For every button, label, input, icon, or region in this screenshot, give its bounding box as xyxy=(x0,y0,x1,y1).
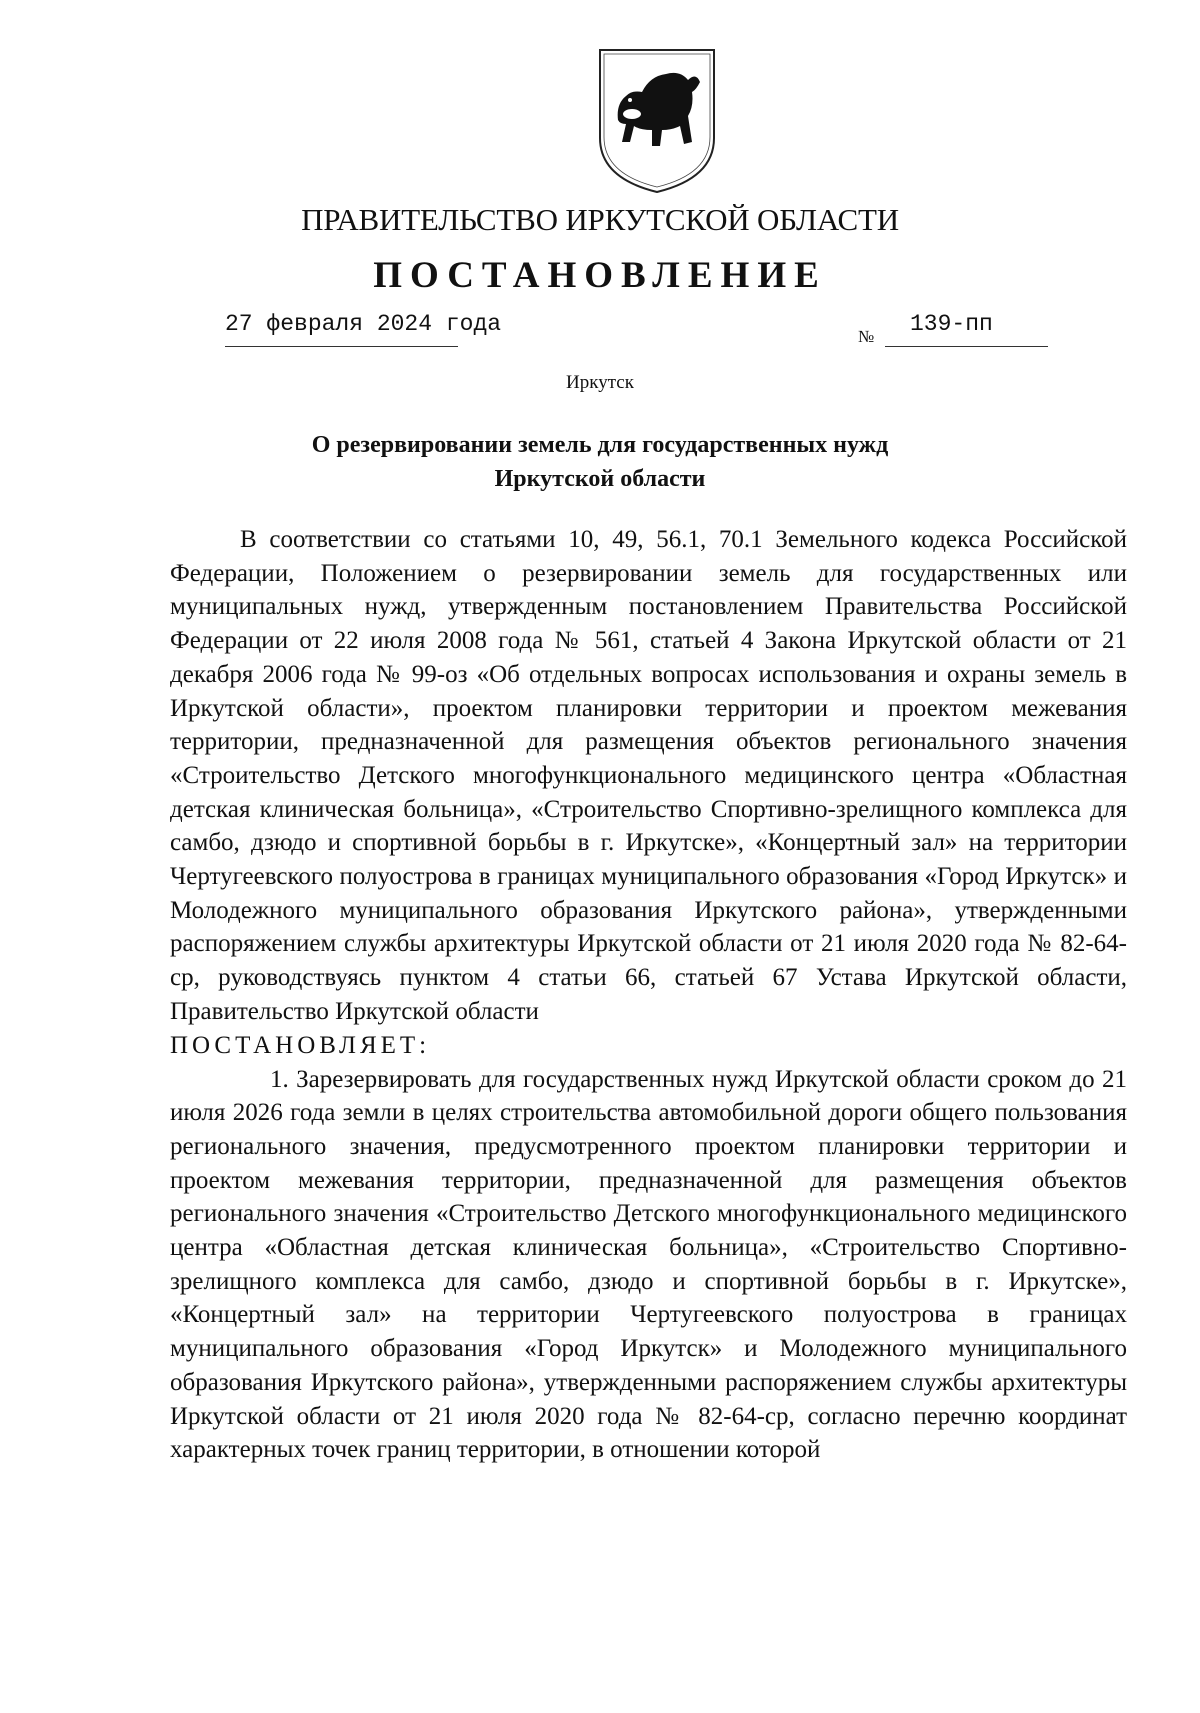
city-name: Иркутск xyxy=(566,372,634,393)
number-sign: № xyxy=(858,327,875,346)
decree-word: ПОСТАНОВЛЯЕТ: xyxy=(170,1031,431,1059)
document-title xyxy=(0,428,1200,496)
document-date: 27 февраля 2024 года xyxy=(225,311,502,337)
title-line-1: О резервировании земель для государственных нужд xyxy=(311,432,889,458)
date-underline xyxy=(225,346,458,347)
document-number: 139-пп xyxy=(910,311,993,337)
title-line-2: Иркутской области xyxy=(494,466,706,492)
number-underline xyxy=(885,346,1048,347)
irkutsk-coat-of-arms-icon xyxy=(596,46,718,196)
item-1-paragraph: 1. Зарезервировать для государственных нужд Иркутской области сроком до 21 июля 2026 года земли в целях строительства автомобильной дороги общего пользования регионального значения, предусмотренного проектом планировки территории и проектом межевания территории, предназначенной для размещения объектов регионального значения «Строительство Детского многофункционального медицинского центра «Областная детская клиническая больница», «Строительство Спортивно-зрелищного комплекса для самбо, дзюдо и спортивной борьбы в г. Иркутске», «Концертный зал» на территории Чертугеевского полуострова в границах муниципального образования «Город Иркутск» и Молодежного муниципального образования Иркутского района», утвержденными распоряжением службы архитектуры Иркутской области от 21 июля 2020 года № 82-64-ср, согласно перечню координат характерных точек границ территории, в отношении которой xyxy=(170,1065,1127,1464)
organization-name: ПРАВИТЕЛЬСТВО ИРКУТСКОЙ ОБЛАСТИ xyxy=(301,202,899,237)
document-body xyxy=(170,523,1127,1467)
preamble-paragraph: В соответствии со статьями 10, 49, 56.1, 70.1 Земельного кодекса Российской Федерации, Положением о резервировании земель для государственных или муниципальных нужд, утвержденным постановлением Правительства Российской Федерации от 22 июля 2008 года № 561, статьей 4 Закона Иркутской области от 21 декабря 2006 года № 99-оз «Об отдельных вопросах использования и охраны земель в Иркутской области», проектом планировки территории и проектом межевания территории, предназначенной для размещения объектов регионального значения «Строительство Детского многофункционального медицинского центра «Областная детская клиническая больница», «Строительство Спортивно-зрелищного комплекса для самбо, дзюдо и спортивной борьбы в г. Иркутске», «Концертный зал» на территории Чертугеевского полуострова в границах муниципального образования «Город Иркутск» и Молодежного муниципального образования Иркутского района», утвержденными распоряжением службы архитектуры Иркутской области от 21 июля 2020 года № 82-64-ср, руководствуясь пунктом 4 статьи 66, статьей 67 Устава Иркутской области, Правительство Иркутской области xyxy=(170,526,1127,1025)
document-type: ПОСТАНОВЛЕНИЕ xyxy=(373,255,827,296)
